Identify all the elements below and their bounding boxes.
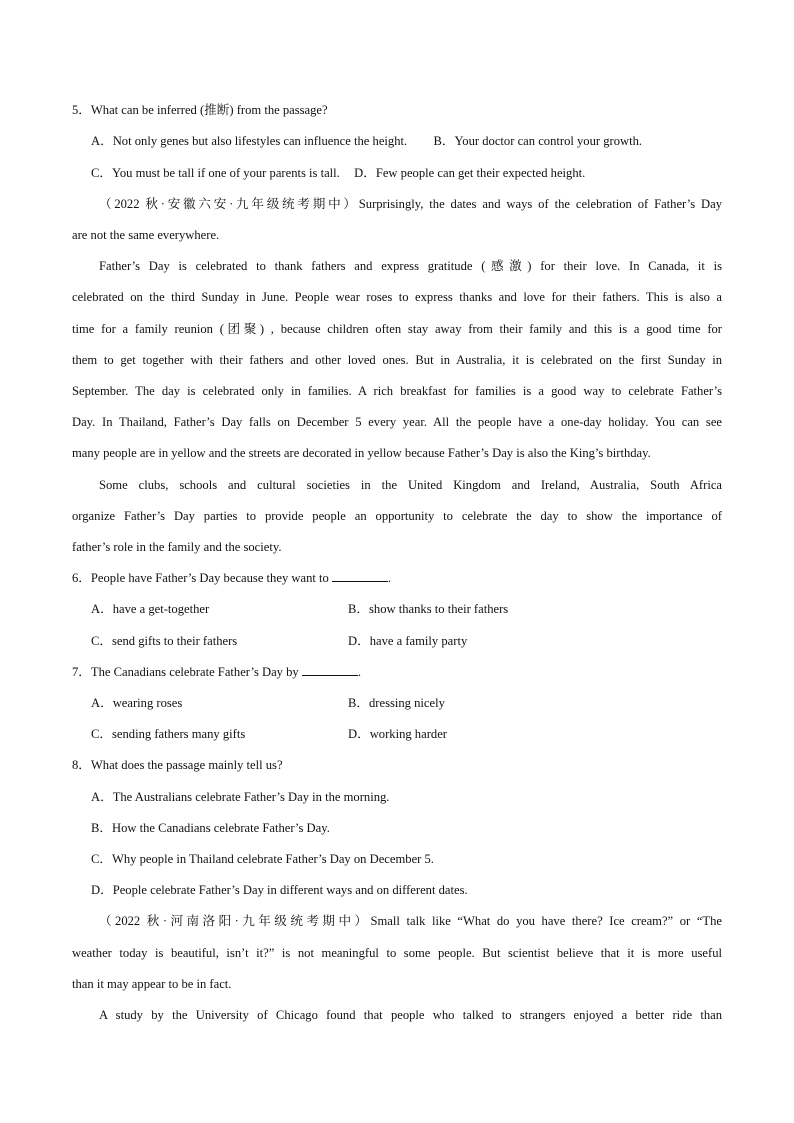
q6-option-d[interactable]: D．have a family party xyxy=(348,634,468,648)
q6-options-ab xyxy=(91,601,722,617)
passage2-p2-line: father’s role in the family and the society. xyxy=(72,540,282,554)
q6-options-cd xyxy=(91,633,722,649)
q8-option-a[interactable]: A．The Australians celebrate Father’s Day in the morning. xyxy=(91,790,390,804)
q8-option-d[interactable]: D．People celebrate Father’s Day in different ways and on different dates. xyxy=(91,883,468,897)
q7-option-d[interactable]: D．working harder xyxy=(348,727,447,741)
passage2-p1-line: Father’s Day is celebrated to thank fathers and express gratitude (感激) for their love. In Canada, it is xyxy=(99,259,722,273)
q6-stem-line xyxy=(72,570,722,586)
q5-option-d[interactable]: D．Few people can get their expected height. xyxy=(354,166,586,180)
passage3-line: than it may appear to be in fact. xyxy=(72,977,232,991)
q5-option-a[interactable]: A．Not only genes but also lifestyles can influence the height. xyxy=(91,134,408,148)
q5-options-cd xyxy=(91,165,722,181)
q5-stem: 5．What can be inferred (推断) from the passage? xyxy=(72,103,328,117)
q6-option-b[interactable]: B．show thanks to their fathers xyxy=(348,602,509,616)
q8-option-c[interactable]: C．Why people in Thailand celebrate Father’s Day on December 5. xyxy=(91,852,434,866)
passage3-line: A study by the University of Chicago found that people who talked to strangers enjoyed a better ride than xyxy=(99,1008,722,1022)
q7-stem-end: . xyxy=(357,665,362,679)
q5-options-ab xyxy=(91,133,722,149)
q8-stem: 8．What does the passage mainly tell us? xyxy=(72,758,283,772)
passage2-p1-line: Day. In Thailand, Father’s Day falls on December 5 every year. All the people have a one-day holiday. You can see xyxy=(72,415,722,429)
q7-options-ab xyxy=(91,695,722,711)
q7-option-a[interactable]: A．wearing roses xyxy=(91,696,183,710)
q7-option-b[interactable]: B．dressing nicely xyxy=(348,696,445,710)
q6-answer-blank[interactable] xyxy=(332,570,388,582)
q8-option-b[interactable]: B．How the Canadians celebrate Father’s Day. xyxy=(91,821,330,835)
q7-options-cd xyxy=(91,726,722,742)
q6-stem-end: . xyxy=(387,571,392,585)
q6-option-c[interactable]: C．send gifts to their fathers xyxy=(91,634,238,648)
q6-option-a[interactable]: A．have a get-together xyxy=(91,602,210,616)
q6-stem: 6．People have Father’s Day because they want to xyxy=(72,571,329,585)
q7-option-c[interactable]: C．sending fathers many gifts xyxy=(91,727,246,741)
passage2-intro-cont: are not the same everywhere. xyxy=(72,228,220,242)
passage2-source-intro: （2022 秋·安徽六安·九年级统考期中）Surprisingly, the dates and ways of the celebration of Father’s Day xyxy=(99,197,722,211)
q7-stem: 7．The Canadians celebrate Father’s Day by xyxy=(72,665,299,679)
passage2-p2-line: Some clubs, schools and cultural societies in the United Kingdom and Ireland, Australia, South Africa xyxy=(99,478,722,492)
q5-option-b[interactable]: B．Your doctor can control your growth. xyxy=(433,134,643,148)
q7-stem-line xyxy=(72,664,722,680)
passage2-p1-line: time for a family reunion (团聚) , because children often stay away from their family and this is a good time for xyxy=(72,322,722,336)
passage2-p1-line: celebrated on the third Sunday in June. People wear roses to express thanks and love for their fathers. This is also a xyxy=(72,290,722,304)
q7-answer-blank[interactable] xyxy=(302,664,358,676)
q5-option-c[interactable]: C．You must be tall if one of your parents is tall. xyxy=(91,166,340,180)
passage3-line: （2022 秋·河南洛阳·九年级统考期中）Small talk like “What do you have there? Ice cream?” or “The xyxy=(99,914,722,928)
passage3-line: weather today is beautiful, isn’t it?” is not meaningful to some people. But scientist believe that it is more useful xyxy=(72,946,722,960)
passage2-p1-line: them to get together with their fathers and other loved ones. But in Australia, it is celebrated on the first Sunday in xyxy=(72,353,722,367)
passage2-p2-line: organize Father’s Day parties to provide people an opportunity to celebrate the day to show the importance of xyxy=(72,509,722,523)
passage2-p1-line: September. The day is celebrated only in families. A rich breakfast for families is a good way to celebrate Father’s xyxy=(72,384,722,398)
passage2-p1-line: many people are in yellow and the streets are decorated in yellow because Father’s Day is also the King’s birthday. xyxy=(72,446,651,460)
